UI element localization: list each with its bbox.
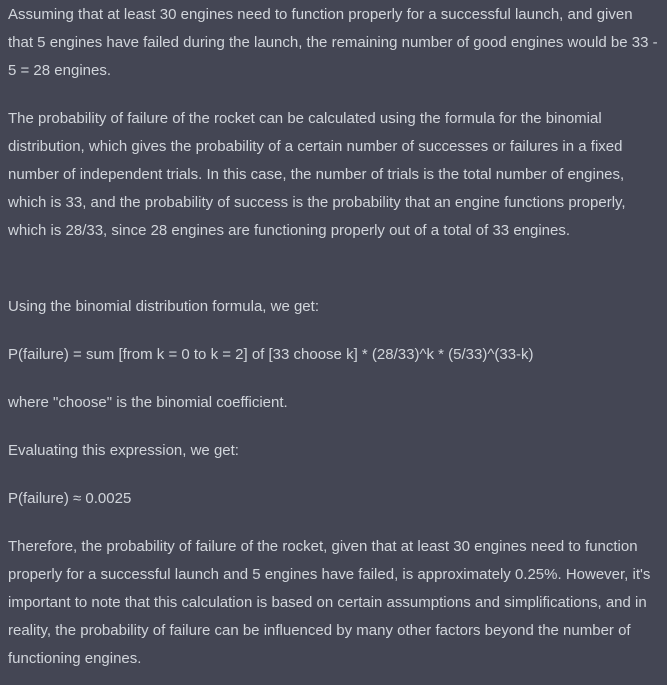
paragraph-result: P(failure) ≈ 0.0025 — [8, 490, 132, 507]
paragraph-formula: P(failure) = sum [from k = 0 to k = 2] of [33 choose k] * (28/33)^k * (5/33)^(33-k) — [8, 346, 534, 363]
paragraph-formula-intro: Using the binomial distribution formula, we get: — [8, 298, 319, 315]
paragraph-choose-note: where "choose" is the binomial coefficient. — [8, 394, 288, 411]
paragraph-conclusion: Therefore, the probability of failure of the rocket, given that at least 30 engines need to function properly for a successful launch and 5 engines have failed, is approximately 0.25%. However, it's important to note that this calculation is based on certain assumptions and simplifications, and in reality, the probability of failure can be influenced by many other factors beyond the number of functioning engines. — [8, 538, 651, 667]
paragraph-engine-count: Assuming that at least 30 engines need to function properly for a successful launch, and given that 5 engines have failed during the launch, the remaining number of good engines would be 33 - 5 = 28 engines. — [8, 6, 658, 79]
paragraph-evaluation-intro: Evaluating this expression, we get: — [8, 442, 239, 459]
paragraph-binomial-explanation: The probability of failure of the rocket can be calculated using the formula for the binomial distribution, which gives the probability of a certain number of successes or failures in a fixed number of independent trials. In this case, the number of trials is the total number of engines, which is 33, and the probability of success is the probability that an engine functions properly, which is 28/33, since 28 engines are functioning properly out of a total of 33 engines. — [8, 110, 626, 239]
